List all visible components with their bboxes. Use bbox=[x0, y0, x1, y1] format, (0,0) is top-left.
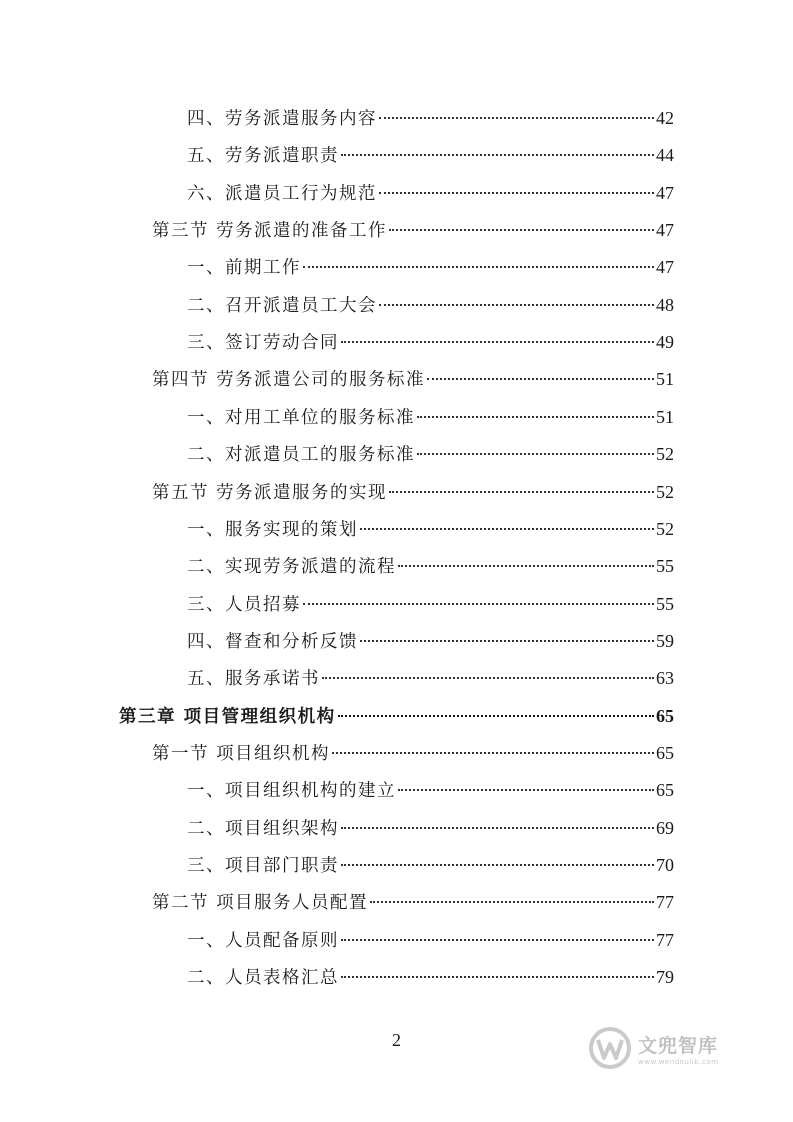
toc-entry-page: 77 bbox=[656, 929, 674, 950]
toc-entry-title: 第三节 劳务派遣的准备工作 bbox=[152, 221, 388, 242]
toc-dot-leader bbox=[379, 117, 654, 119]
toc-entry-title: 第四节 劳务派遣公司的服务标准 bbox=[152, 370, 426, 391]
toc-dot-leader bbox=[341, 154, 654, 156]
toc-entry-title: 三、项目部门职责 bbox=[187, 856, 339, 876]
toc-dot-leader bbox=[341, 864, 654, 866]
toc-dot-leader bbox=[398, 565, 654, 567]
toc-subsection-entry[interactable] bbox=[187, 175, 674, 212]
toc-entry-page: 79 bbox=[656, 967, 674, 988]
toc-entry-title: 六、派遣员工行为规范 bbox=[187, 183, 377, 204]
toc-dot-leader bbox=[417, 416, 654, 418]
toc-entry-title: 一、前期工作 bbox=[187, 258, 301, 279]
toc-entry-page: 55 bbox=[656, 593, 674, 614]
toc-dot-leader bbox=[370, 901, 654, 903]
toc-subsection-entry[interactable] bbox=[187, 137, 674, 174]
toc-entry-title: 第一节 项目组织机构 bbox=[152, 743, 331, 764]
toc-entry-page: 51 bbox=[656, 406, 674, 427]
toc-entry-page: 65 bbox=[656, 705, 674, 726]
toc-subsection-entry[interactable] bbox=[187, 100, 674, 137]
toc-dot-leader bbox=[360, 640, 654, 642]
toc-subsection-entry[interactable] bbox=[187, 847, 674, 884]
toc-entry-page: 55 bbox=[656, 556, 674, 577]
toc-entry-page: 42 bbox=[656, 108, 674, 128]
toc-entry-page: 63 bbox=[656, 668, 674, 689]
toc-entry-page: 52 bbox=[656, 444, 674, 465]
toc-entry-title: 二、对派遣员工的服务标准 bbox=[187, 445, 415, 466]
toc-subsection-entry[interactable] bbox=[187, 922, 674, 959]
toc-entry-title: 五、劳务派遣职责 bbox=[187, 146, 339, 167]
toc-entry-page: 47 bbox=[656, 182, 674, 203]
watermark bbox=[588, 1018, 763, 1078]
toc-section-entry[interactable] bbox=[152, 361, 674, 398]
toc-subsection-entry[interactable] bbox=[187, 810, 674, 847]
toc-dot-leader bbox=[322, 677, 654, 679]
toc-entry-title: 第五节 劳务派遣服务的实现 bbox=[152, 482, 388, 503]
toc-dot-leader bbox=[332, 752, 654, 754]
toc-entry-title: 二、实现劳务派遣的流程 bbox=[187, 557, 396, 578]
toc-entry-page: 69 bbox=[656, 817, 674, 838]
toc-entry-page: 49 bbox=[656, 332, 674, 353]
toc-dot-leader bbox=[389, 491, 654, 493]
toc-section-entry[interactable] bbox=[152, 735, 674, 772]
toc-dot-leader bbox=[303, 266, 654, 268]
toc-subsection-entry[interactable] bbox=[187, 511, 674, 548]
toc-section-entry[interactable] bbox=[152, 212, 674, 249]
toc-dot-leader bbox=[341, 341, 654, 343]
toc-entry-page: 59 bbox=[656, 630, 674, 651]
toc-subsection-entry[interactable] bbox=[187, 436, 674, 473]
toc-entry-page: 47 bbox=[656, 257, 674, 278]
toc-entry-title: 二、项目组织架构 bbox=[187, 818, 339, 839]
toc-entry-page: 51 bbox=[656, 369, 674, 390]
toc-entry-page: 70 bbox=[656, 855, 674, 875]
toc-subsection-entry[interactable] bbox=[187, 249, 674, 286]
w-ribbon-logo-icon bbox=[588, 1026, 632, 1070]
toc-entry-page: 65 bbox=[656, 780, 674, 801]
toc-subsection-entry[interactable] bbox=[187, 772, 674, 809]
toc-entry-page: 65 bbox=[656, 742, 674, 763]
toc-entry-page: 52 bbox=[656, 518, 674, 539]
toc-section-entry[interactable] bbox=[152, 884, 674, 921]
toc-subsection-entry[interactable] bbox=[187, 660, 674, 697]
toc-entry-page: 47 bbox=[656, 220, 674, 241]
toc-entry-title: 三、人员招募 bbox=[187, 594, 301, 615]
toc-entry-title: 四、劳务派遣服务内容 bbox=[187, 109, 377, 129]
toc-dot-leader bbox=[398, 789, 654, 791]
toc-section-entry[interactable] bbox=[152, 474, 674, 511]
toc-dot-leader bbox=[417, 453, 654, 455]
toc-dot-leader bbox=[360, 528, 654, 530]
toc-dot-leader bbox=[389, 229, 654, 231]
toc-subsection-entry[interactable] bbox=[187, 399, 674, 436]
toc-dot-leader bbox=[427, 378, 654, 380]
toc-subsection-entry[interactable] bbox=[187, 623, 674, 660]
toc-entry-title: 一、服务实现的策划 bbox=[187, 519, 358, 540]
toc-dot-leader bbox=[341, 939, 654, 941]
watermark-url: www.wendoulib.com bbox=[638, 1057, 719, 1066]
toc-subsection-entry[interactable] bbox=[187, 324, 674, 361]
watermark-name: 文兜智库 bbox=[638, 1034, 719, 1057]
toc-dot-leader bbox=[341, 976, 654, 978]
toc-entry-title: 一、人员配备原则 bbox=[187, 930, 339, 951]
toc-entry-title: 三、签订劳动合同 bbox=[187, 333, 339, 354]
toc-subsection-entry[interactable] bbox=[187, 586, 674, 623]
toc-entry-page: 48 bbox=[656, 294, 674, 315]
toc-subsection-entry[interactable] bbox=[187, 548, 674, 585]
toc-chapter-entry[interactable] bbox=[119, 698, 674, 735]
toc-dot-leader bbox=[379, 192, 654, 194]
toc-entry-title: 二、召开派遣员工大会 bbox=[187, 295, 377, 316]
toc-subsection-entry[interactable] bbox=[187, 959, 674, 996]
toc-dot-leader bbox=[379, 304, 654, 306]
toc-entry-title: 第三章 项目管理组织机构 bbox=[119, 706, 336, 727]
toc-entry-page: 77 bbox=[656, 892, 674, 913]
toc-subsection-entry[interactable] bbox=[187, 287, 674, 324]
toc-entry-page: 44 bbox=[656, 145, 674, 166]
toc-entry-title: 四、督查和分析反馈 bbox=[187, 631, 358, 652]
toc-entry-title: 一、项目组织机构的建立 bbox=[187, 781, 396, 802]
toc-entry-page: 52 bbox=[656, 481, 674, 502]
toc-entry-title: 五、服务承诺书 bbox=[187, 669, 320, 690]
toc-dot-leader bbox=[303, 603, 654, 605]
page-number: 2 bbox=[392, 1030, 401, 1050]
toc-entry-title: 第二节 项目服务人员配置 bbox=[152, 893, 369, 914]
toc-dot-leader bbox=[341, 827, 654, 829]
toc-entry-title: 一、对用工单位的服务标准 bbox=[187, 407, 415, 428]
toc-entry-title: 二、人员表格汇总 bbox=[187, 968, 339, 989]
toc-dot-leader bbox=[338, 715, 654, 717]
